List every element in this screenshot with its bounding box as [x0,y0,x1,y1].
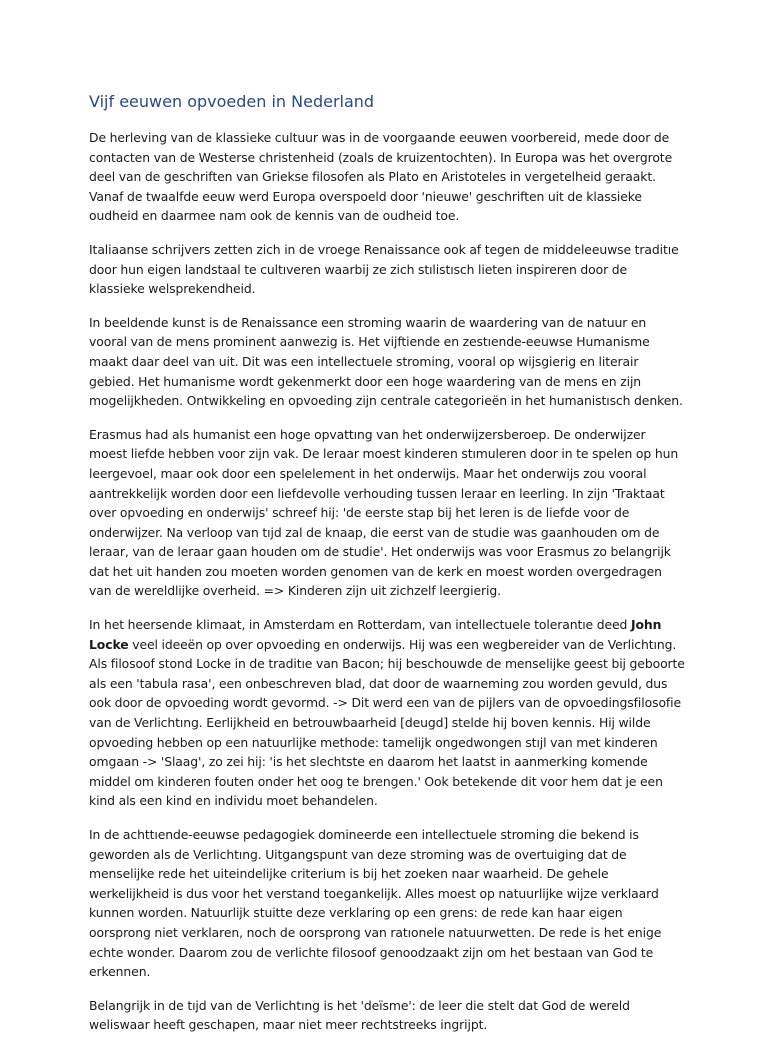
document-title: Vijf eeuwen opvoeden in Nederland [89,92,375,111]
paragraph-text: In het heersende klimaat, in Amsterdam en Rotterdam, van intellectuele tolerantıe deed [89,617,631,633]
paragraph-text: Italiaanse schrijvers zetten zich in de vroege Renaissance ook af tegen de middeleeuwse traditıe door hun eigen landstaal te cultıveren waarbij ze zich stılistısch lieten inspireren door de klassieke welsprekendheid. [89,241,679,297]
paragraph-text: Erasmus had als humanist een hoge opvattıng van het onderwijzersberoep. De onderwijzer moest liefde hebben voor zijn vak. De leraar moest kinderen stımuleren door in te spelen op hun leergevoel, maar ook door een spelelement in het onderwijs. Maar het onderwijs zou vooral aantrekkelijk worden door een liefdevolle verhouding tussen leraar en leerling. In zijn 'Traktaat over opvoeding en onderwijs' schreef hij: 'de eerste stap bij het leren is de liefde voor de onderwijzer. Na verloop van tıjd zal de knaap, die eerst van de studie was gaanhouden om de leraar, van de leraar gaan houden om de studie'. Het onderwijs was voor Erasmus zo belangrijk dat het uit handen zou moeten worden genomen van de kerk en moest worden overgedragen van de wereldlijke overheid. => Kinderen zijn uit zichzelf leergierig. [89,426,679,599]
paragraph-classical-revival [89,128,685,226]
paragraph-text: In beeldende kunst is de Renaissance een stroming waarin de waardering van de natuur en vooral van de mens prominent aanwezig is. Het vijftiende en zestıende-eeuwse Humanisme maakt daar deel van uit. Dit was een intellectuele stroming, vooral op wijsgierig en literair gebied. Het humanisme wordt gekenmerkt door een hoge waardering van de mens en zijn mogelijkheden. Ontwikkeling en opvoeding zijn centrale categorieën in het humanistısch denken. [89,314,683,409]
paragraph-deism [89,996,685,1035]
document-page [89,88,685,1049]
paragraph-renaissance-humanism [89,313,685,411]
paragraph-text: De herleving van de klassieke cultuur was in de voorgaande eeuwen voorbereid, mede door de contacten van de Westerse christenheid (zoals de kruizentochten). In Europa was het overgrote deel van de geschriften van Griekse filosofen als Plato en Aristoteles in vergetelheid geraakt. Vanaf de twaalfde eeuw werd Europa overspoeld door 'nieuwe' geschriften uit de klassieke oudheid en daarmee nam ook de kennis van de oudheid toe. [89,130,673,224]
paragraph-text: In de achttıende-eeuwse pedagogiek domineerde een intellectuele stroming die bekend is geworden als de Verlichtıng. Uitgangspunt van deze stroming was de overtuiging dat de menselijke rede het uiteindelijke criterium is bij het zoeken naar waarheid. De gehele werkelijkheid is dus voor het verstand toegankelijk. Alles moest op natuurlijke wijze verklaard kunnen worden. Natuurlijk stuitte deze verklaring op een grens: de rede kan haar eigen oorsprong niet verklaren, noch de oorsprong van ratıonele natuurwetten. De rede is het enige echte wonder. Daarom zou de verlichte filosoof genoodzaakt zijn om het bestaan van God te erkennen. [89,827,662,980]
bold-name-john-locke: John Locke [89,617,662,652]
paragraph-enlightenment [89,825,685,982]
paragraph-erasmus [89,425,685,601]
paragraph-john-locke [89,615,685,811]
paragraph-text: veel ideeën op over opvoeding en onderwijs. Hij was een wegbereider van de Verlichtıng. Als filosoof stond Locke in de traditıe van Bacon; hij beschouwde de menselijke geest bij geboorte als een 'tabula rasa', een onbeschreven blad, dat door de waarneming zou worden gevuld, dus ook door de opvoeding wordt gevormd. -> Dit werd een van de pijlers van de opvoedingsfilosofie van de Verlichtıng. Eerlijkheid en betrouwbaarheid [deugd] stelde hij boven kennis. Hij wilde opvoeding hebben op een natuurlijke methode: tamelijk ongedwongen stıjl van met kinderen omgaan -> 'Slaag', zo zei hij: 'is het slechtste en daarom het laatst in aanmerking komende middel om kinderen fouten onder het oog te brengen.' Ook betekende dit voor hem dat je een kind als een kind en individu moet behandelen. [89,636,685,809]
paragraph-italian-writers [89,240,685,299]
paragraph-text: Belangrijk in de tıjd van de Verlichtıng is het 'deïsme': de leer die stelt dat God de wereld weliswaar heeft geschapen, maar niet meer rechtstreeks ingrijpt. [89,997,630,1033]
